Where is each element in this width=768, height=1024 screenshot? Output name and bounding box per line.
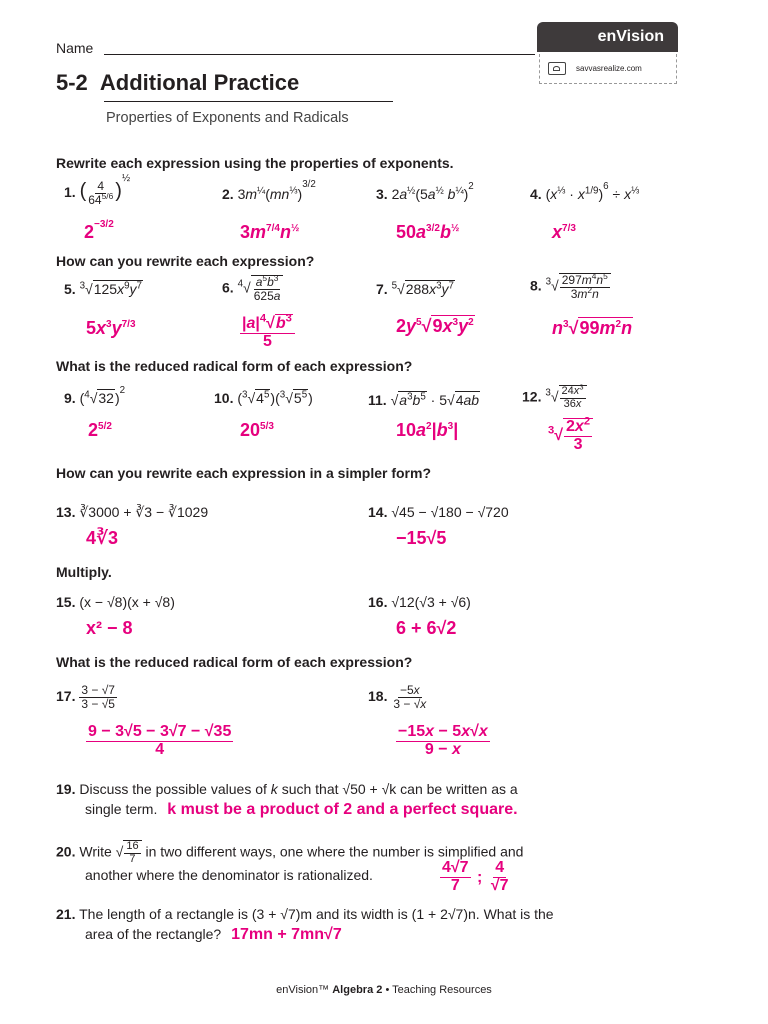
problem-14-expression: √45 − √180 − √720 (391, 504, 509, 520)
problem-3: 3. $2a^{\frac{1}{2}}(5a^{\frac{1}{2}}$ $b^{\frac{1}{4}})^2$ (376, 181, 474, 202)
answer-3: $50a^{3/2}b^{\frac{1}{2}}$ (396, 222, 460, 242)
q21-text-a: The length of a rectangle is (3 + √7)m and its width is (1 + 2√7)n. What is the (79, 906, 554, 922)
page-subtitle: Properties of Exponents and Radicals (106, 110, 349, 126)
answer-4: $x^{7/3}$ (552, 222, 576, 242)
title-rule (104, 101, 393, 102)
answer-18: $\frac{-15x - 5x√x}{9 - x}$ (398, 723, 488, 758)
problem-13-expression: ∛3000 + ∛3 − ∛1029 (79, 504, 209, 520)
problem-8: 8. $^3$√ $\frac{297m^4n^5}{3m^2n}$ (530, 273, 611, 300)
q19-text-c: single term. (85, 801, 158, 817)
footer-suffix: • Teaching Resources (385, 984, 492, 996)
problem-11: 11. $√a^3b^5 \cdot 5√4ab$ (368, 391, 480, 408)
answer-9: $2^{5/2}$ (88, 420, 112, 440)
section-heading-2: How can you rewrite each expression? (56, 253, 315, 269)
problem-21: 21. The length of a rectangle is (3 + √7)m and its width is (1 + 2√7)n. What is the area of the rectangle? 17mn + 7mn√7 (56, 906, 554, 943)
problem-7: 7. $^5√288x^3y^7$ (376, 280, 454, 297)
q20-text-a: Write (79, 843, 112, 860)
brand-badge (537, 22, 678, 52)
answer-10: $20^{5/3}$ (240, 420, 274, 440)
page-title (56, 70, 299, 96)
realize-link[interactable] (539, 54, 677, 84)
q19-text-a: Discuss the possible values of (79, 781, 267, 797)
name-label: Name (56, 40, 94, 56)
answer-2: $3m^{7/4}n^{\frac{1}{2}}$ (240, 222, 300, 242)
section-heading-3: What is the reduced radical form of each expression? (56, 358, 413, 374)
url-text: savvasrealize.com (576, 64, 642, 73)
problem-6: 6. $^4$√ $\frac{a^5b^3}{625a}$ (222, 275, 283, 302)
answer-7: $2y^5√9x^3y^2$ (396, 316, 474, 336)
answer-17: $\frac{9 - 3√5 - 3√7 - √35}{4}$ (88, 723, 232, 758)
answer-5: $5x^3y^{7/3}$ (86, 318, 136, 338)
answer-21: 17mn + 7mn√7 (231, 926, 342, 943)
q20-text-b: in two different ways, one where the number is simplified and (145, 843, 524, 860)
answer-15: x² − 8 (86, 618, 133, 638)
answer-20: $\frac{4√7}{7}$ ; $\frac{4}{√7}$ (442, 859, 509, 894)
answer-6: $\frac{|a|^4√b^3}{5}$ (240, 316, 295, 351)
lesson-title: Additional Practice (99, 70, 300, 95)
footer-brand: enVision™ (276, 984, 330, 996)
problem-14: 14. √45 − √180 − √720 (368, 504, 509, 520)
name-line[interactable] (104, 54, 535, 55)
q19-text-b: such that √50 + √k can be written as a (281, 781, 518, 797)
section-heading-1: Rewrite each expression using the properties of exponents. (56, 155, 454, 171)
section-heading-6: What is the reduced radical form of each expression? (56, 654, 413, 670)
problem-12: 12. $^3$√ $\frac{24x^3}{36x}$ (522, 385, 587, 410)
answer-1: $2^{-3/2}$ (84, 219, 114, 242)
problem-19: 19. Discuss the possible values of k such that √50 + √k can be written as a single term. k must be a product of 2 and a perfect square. (56, 781, 518, 818)
problem-9: 9. $(^4√32)^2$ (64, 385, 126, 406)
problem-1: 1. ( $\frac{4}{64^{5/6}}$ )$^{\frac{1}{2}}$ (64, 173, 131, 207)
answer-11: $10a^2|b^3|$ (396, 420, 459, 440)
q20-text-c: another where the denominator is rationalized. (85, 867, 373, 884)
monitor-icon (548, 62, 566, 75)
answer-13: 4∛3 (86, 528, 119, 548)
lesson-number: 5-2 (56, 70, 88, 95)
answer-16: 6 + 6√2 (396, 618, 457, 638)
problem-4: 4. $(x^{\frac{1}{3}} \cdot x^{1/9})^6 \div x^{\frac{1}{3}}$ (530, 181, 640, 202)
problem-16: 16. √12(√3 + √6) (368, 594, 471, 610)
problem-13: 13. ∛3000 + ∛3 − ∛1029 (56, 504, 209, 520)
problem-20: 20. Write √ $\frac{16}{7}$ in two different ways, one where the number is simplified and another where the denominator is rationalized. (56, 840, 524, 884)
footer (0, 984, 768, 996)
problem-18: 18. $\frac{-5x}{3 - √x}$ (368, 683, 427, 711)
q21-text-b: area of the rectangle? (85, 926, 222, 942)
answer-8: $n^3√99m^2n$ (552, 318, 633, 338)
answer-12: $^3$√ $\frac{2x^2}{3}$ (548, 418, 593, 454)
footer-product: Algebra 2 (332, 984, 383, 996)
brand-name: enVision (597, 28, 664, 45)
section-heading-4: How can you rewrite each expression in a simpler form? (56, 465, 432, 481)
problem-5: 5. $^3√125x^9y^7$ (64, 280, 142, 297)
problem-15-expression: (x − √8)(x + √8) (79, 594, 175, 610)
problem-17: 17. $\frac{3 - √7}{3 - √5}$ (56, 683, 115, 711)
problem-10: 10. $(^3√4^5)(^3√5^5)$ (214, 389, 313, 406)
section-heading-5: Multiply. (56, 564, 112, 580)
answer-19: k must be a product of 2 and a perfect square. (167, 801, 518, 818)
answer-14: −15√5 (396, 528, 447, 548)
q19-var: k (270, 781, 278, 797)
problem-15: 15. (x − √8)(x + √8) (56, 594, 175, 610)
problem-16-expression: √12(√3 + √6) (391, 594, 471, 610)
problem-2: 2. $3m^{\frac{1}{4}}(mn^{\frac{1}{3}})^{3/2}$ (222, 179, 316, 202)
